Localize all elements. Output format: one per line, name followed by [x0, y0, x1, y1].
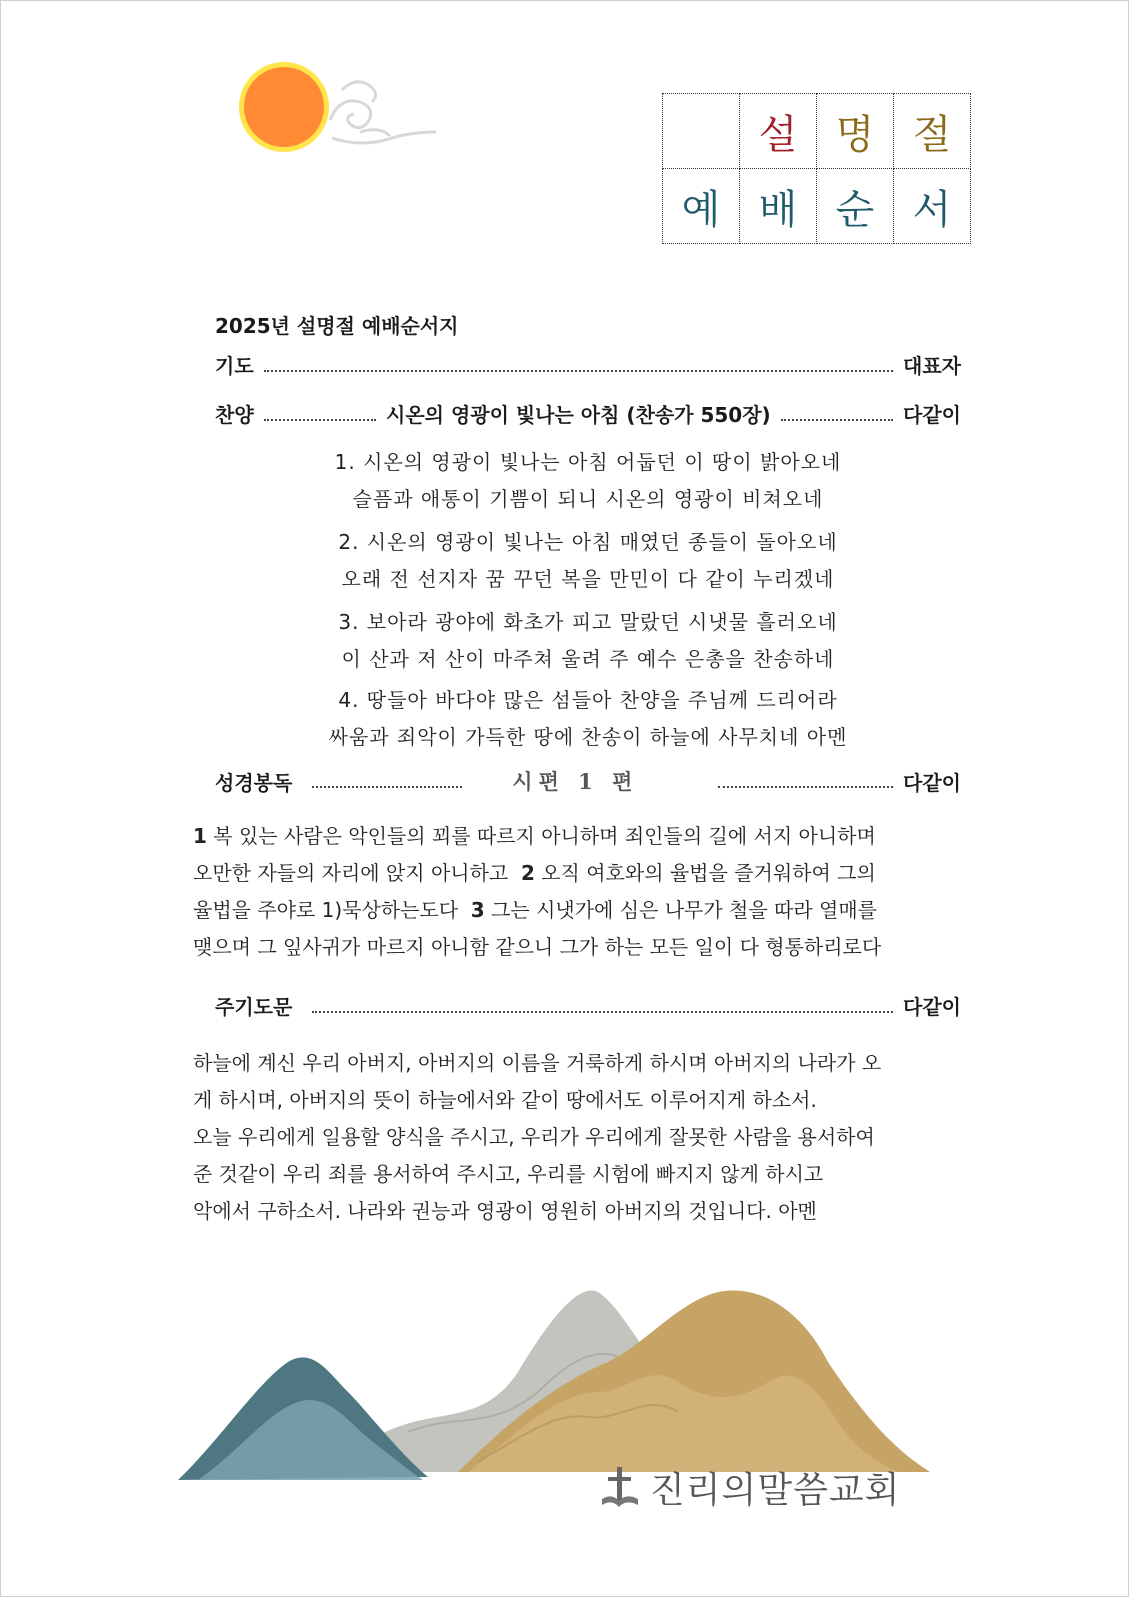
verse-number: 1 [193, 824, 207, 848]
prayer-label: 기도 [215, 354, 254, 378]
title-cell: 배 [740, 169, 817, 244]
title-cell: 절 [894, 94, 971, 169]
prayer-line: 오늘 우리에게 일용할 양식을 주시고, 우리가 우리에게 잘못한 사람을 용서하여 [193, 1125, 875, 1149]
title-cell: 순 [817, 169, 894, 244]
verse [215, 604, 961, 678]
lyric-line: 4. 땅들아 바다야 많은 섬들아 찬양을 주님께 드리어라 [338, 688, 838, 712]
scripture-label: 성경봉독 [215, 770, 293, 795]
verse-text: 율법을 주야로 1)묵상하는도다 [193, 898, 471, 922]
verse-text: 오직 여호와의 율법을 즐거워하여 그의 [534, 861, 876, 885]
verse [215, 524, 961, 598]
lords-prayer-row [215, 991, 961, 1020]
prayer-line: 게 하시며, 아버지의 뜻이 하늘에서와 같이 땅에서도 이루어지게 하소서. [193, 1088, 817, 1112]
verse-number: 2 [520, 861, 535, 885]
prayer-row [215, 350, 961, 379]
verse-text: 복 있는 사람은 악인들의 꾀를 따르지 아니하며 죄인들의 길에 서지 아니하며 [206, 824, 876, 848]
sun-cloud-illustration [232, 60, 442, 160]
verse-number: 3 [470, 898, 485, 922]
title-cell [663, 94, 740, 169]
lyric-line: 1. 시온의 영광이 빛나는 아침 어둡던 이 땅이 밝아오네 [334, 450, 842, 474]
hymn-lyrics [215, 444, 961, 762]
prayer-line: 악에서 구하소서. 나라와 권능과 영광이 영원히 아버지의 것입니다. 아멘 [193, 1199, 817, 1223]
prayer-line: 준 것같이 우리 죄를 용서하여 주시고, 우리를 시험에 빠지지 않게 하시고 [193, 1162, 824, 1186]
leader-dots [264, 407, 376, 421]
leader-dots [781, 407, 893, 421]
leader-dots [264, 358, 893, 372]
verse-text: 그는 시냇가에 심은 나무가 철을 따라 열매를 [484, 898, 877, 922]
lords-prayer-leader: 다같이 [903, 995, 961, 1019]
title-cell: 예 [663, 169, 740, 244]
lyric-line: 싸움과 죄악이 가득한 땅에 찬송이 하늘에 사무치네 아멘 [328, 725, 848, 749]
lyric-line: 2. 시온의 영광이 빛나는 아침 매였던 종들이 돌아오네 [338, 530, 838, 554]
psalm-line [193, 892, 983, 929]
church-logo [600, 1462, 900, 1513]
verse-text: 오만한 자들의 자리에 앉지 아니하고 [193, 861, 521, 885]
verse-text: 맺으며 그 잎사귀가 마르지 아니함 같으니 그가 하는 모든 일이 다 형통하리로다 [193, 935, 882, 959]
lords-prayer-label: 주기도문 [215, 995, 293, 1019]
scripture-passage: 시편 1 편 [512, 769, 639, 794]
hymn-leader: 다같이 [903, 403, 962, 427]
lyric-line: 슬픔과 애통이 기쁨이 되니 시온의 영광이 비쳐오네 [352, 487, 824, 511]
prayer-leader: 대표자 [903, 354, 961, 378]
leader-dots [312, 774, 462, 788]
title-cell: 서 [894, 169, 971, 244]
prayer-line: 하늘에 계신 우리 아버지, 아버지의 이름을 거룩하게 하시며 아버지의 나라가 오 [193, 1051, 882, 1075]
leader-dots [312, 999, 893, 1013]
psalm-line [193, 855, 983, 892]
cross-book-icon [600, 1465, 640, 1511]
hymn-title: 시온의 영광이 빛나는 아침 (찬송가 550장) [386, 403, 771, 427]
verse [215, 444, 961, 518]
psalm-text [193, 818, 983, 966]
lyric-line: 오래 전 선지자 꿈 꾸던 복을 만민이 다 같이 누리겠네 [341, 567, 835, 591]
verse [215, 682, 961, 756]
lords-prayer-text [193, 1045, 983, 1230]
cloud-icon [330, 82, 436, 143]
title-cell: 설 [740, 94, 817, 169]
psalm-line [193, 818, 983, 855]
lyric-line: 3. 보아라 광야에 화초가 피고 말랐던 시냇물 흘러오네 [338, 610, 838, 634]
lyric-line: 이 산과 저 산이 마주쳐 울려 주 예수 은총을 찬송하네 [341, 647, 835, 671]
scripture-leader: 다같이 [903, 770, 961, 795]
scripture-row [215, 766, 961, 796]
title-grid [662, 93, 971, 244]
leader-dots [718, 774, 893, 788]
title-cell: 명 [817, 94, 894, 169]
psalm-line [193, 929, 983, 966]
church-name: 진리의말씀교회 [650, 1470, 901, 1511]
order-title: 2025년 설명절 예배순서지 [215, 314, 459, 338]
hymn-row [215, 399, 961, 428]
hymn-label: 찬양 [215, 403, 254, 427]
